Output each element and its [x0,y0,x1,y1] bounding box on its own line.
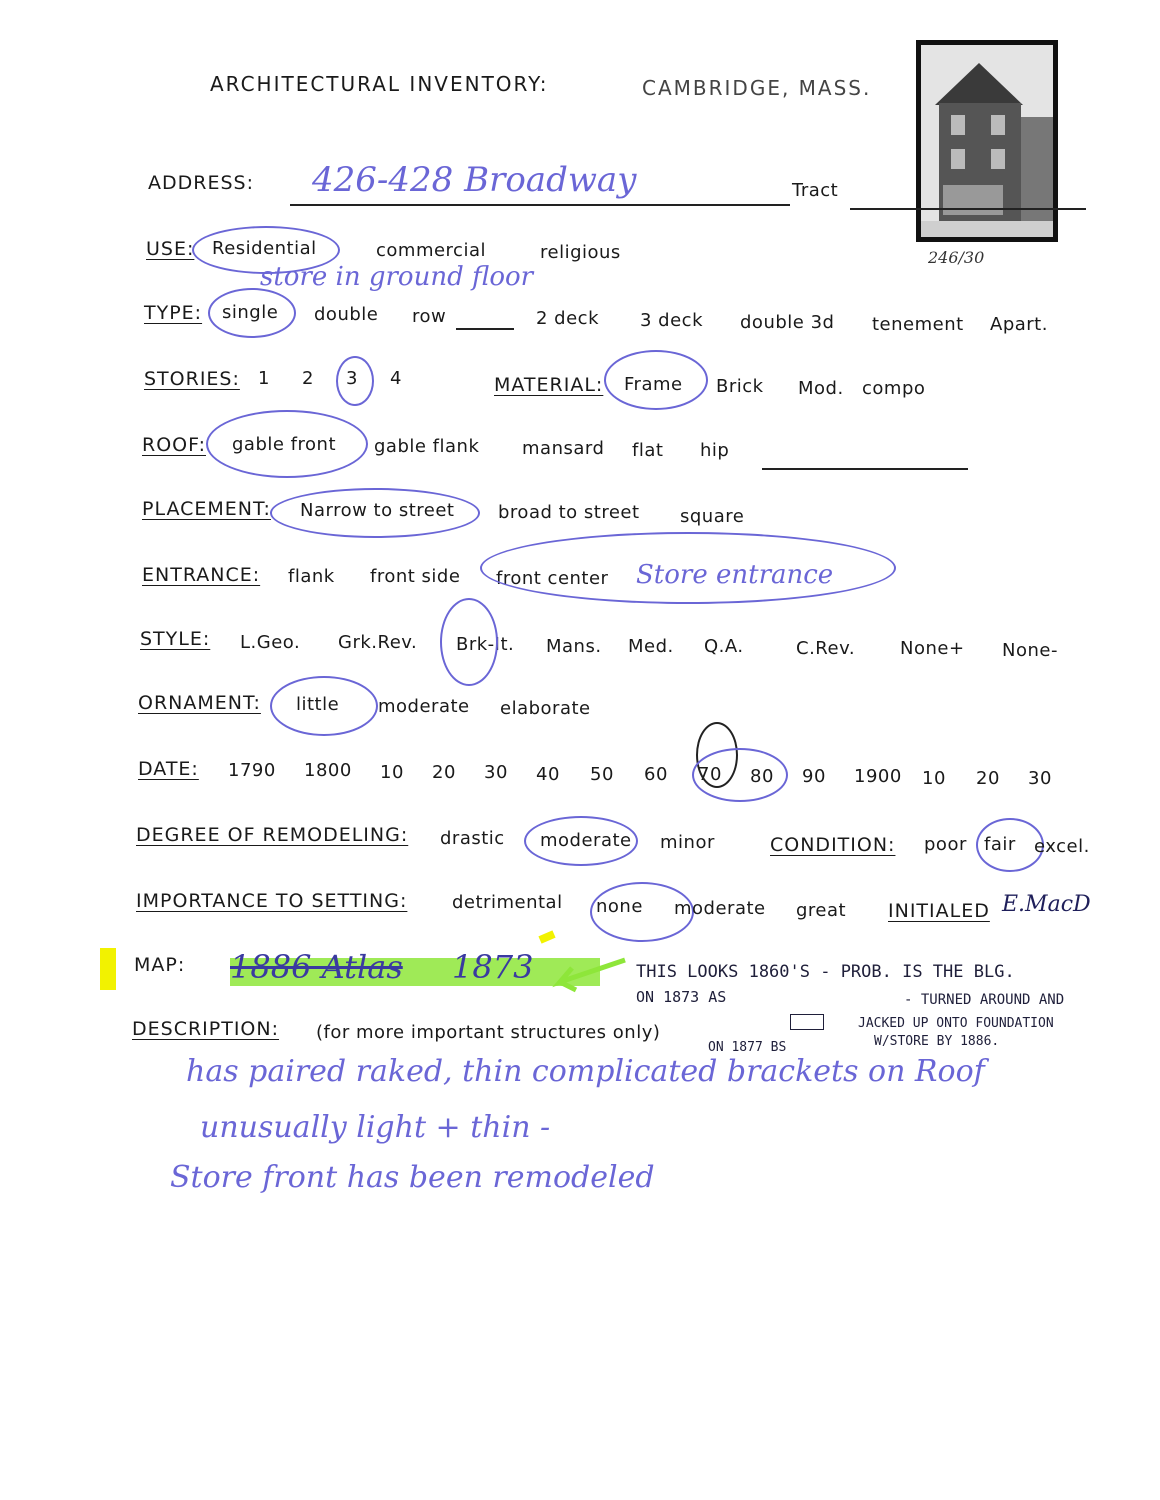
condition-poor: poor [924,834,967,855]
description-hint: (for more important structures only) [316,1022,661,1043]
type-label: TYPE: [144,302,203,324]
map-note-line-6: ON 1877 BS [708,1040,787,1055]
stories-2: 2 [302,368,314,389]
stories-3: 3 [346,368,358,389]
entrance-note: Store entrance [636,560,834,590]
description-line-1: has paired raked, thin complicated brackets on Roof [186,1054,985,1089]
date-50: 50 [590,764,614,785]
material-label: MATERIAL: [494,374,604,396]
style-none-minus: None- [1002,640,1058,661]
style-grkrev: Grk.Rev. [338,632,418,653]
remodeling-drastic: drastic [440,828,505,849]
map-yellow-mark [100,948,116,990]
use-residential: Residential [212,238,317,259]
date-1910: 10 [922,768,946,789]
style-qa: Q.A. [704,636,744,657]
map-note-box [790,1014,824,1030]
date-1920: 20 [976,768,1000,789]
importance-none: none [596,896,643,917]
stories-1: 1 [258,368,270,389]
tract-rule [850,208,1086,210]
material-frame: Frame [624,374,683,395]
photo-ref: 246/30 [928,248,985,267]
use-religious: religious [540,242,621,263]
remodeling-circle [524,816,638,866]
map-arrow-icon [520,930,630,1000]
map-note-line-4: JACKED UP ONTO FOUNDATION [858,1016,1054,1031]
style-med: Med. [628,636,674,657]
use-commercial: commercial [376,240,486,261]
stories-4: 4 [390,368,402,389]
stories-label: STORIES: [144,368,240,390]
style-label: STYLE: [140,628,211,650]
type-double3d: double 3d [740,312,835,333]
material-brick: Brick [716,376,764,397]
date-1930: 30 [1028,768,1052,789]
map-label: MAP: [134,954,186,976]
placement-circle [270,488,480,538]
form-city: CAMBRIDGE, MASS. [642,76,872,100]
date-90: 90 [802,766,826,787]
ornament-label: ORNAMENT: [138,692,261,714]
type-rule [456,328,514,330]
address-rule [290,204,790,206]
type-apart: Apart. [990,314,1048,335]
type-2deck: 2 deck [536,308,599,329]
material-compo: compo [862,378,926,399]
ornament-elaborate: elaborate [500,698,591,719]
date-1800: 1800 [304,760,352,781]
map-note-line-5: W/STORE BY 1886. [874,1034,1000,1049]
material-circle [604,350,708,410]
entrance-front-center: front center [496,568,609,589]
ornament-circle [270,676,378,736]
tract-label: Tract [792,180,839,201]
type-tenement: tenement [872,314,964,335]
remodeling-minor: minor [660,832,715,853]
map-struck: 1886 Atlas [230,948,403,986]
roof-gable-front: gable front [232,434,336,455]
stories-circle [336,356,374,406]
roof-gable-flank: gable flank [374,436,480,457]
address-value: 426-428 Broadway [312,160,637,200]
entrance-label: ENTRANCE: [142,564,261,586]
material-mod: Mod. [798,378,844,399]
use-label: USE: [146,238,195,260]
date-10: 10 [380,762,404,783]
type-double: double [314,304,379,325]
ornament-little: little [296,694,340,715]
importance-moderate: moderate [674,898,766,919]
roof-rule [762,468,968,470]
date-70: 70 [698,764,722,785]
remodeling-moderate: moderate [540,830,632,851]
building-photo [916,40,1058,242]
map-note-line-3: - TURNED AROUND AND [904,992,1065,1008]
type-3deck: 3 deck [640,310,703,331]
placement-narrow: Narrow to street [300,500,455,521]
roof-label: ROOF: [142,434,206,456]
description-line-3: Store front has been remodeled [170,1160,655,1195]
style-mans: Mans. [546,636,602,657]
date-1900: 1900 [854,766,902,787]
importance-label: IMPORTANCE TO SETTING: [136,890,408,912]
condition-excel: excel. [1034,836,1090,857]
form-title: ARCHITECTURAL INVENTORY: [210,72,549,96]
map-note-line-2: ON 1873 AS [636,988,727,1006]
map-note-line-1: THIS LOOKS 1860'S - PROB. IS THE BLG. [636,962,1015,982]
description-line-2: unusually light + thin - [200,1110,551,1145]
roof-flat: flat [632,440,664,461]
roof-mansard: mansard [522,438,605,459]
initialed-label: INITIALED [888,900,990,922]
remodeling-label: DEGREE OF REMODELING: [136,824,409,846]
importance-detrimental: detrimental [452,892,563,913]
date-80: 80 [750,766,774,787]
date-80-circle [692,748,788,802]
style-lgeo: L.Geo. [240,632,301,653]
roof-hip: hip [700,440,730,461]
style-none-plus: None+ [900,638,965,659]
roof-circle [206,410,368,478]
placement-broad: broad to street [498,502,640,523]
date-1790: 1790 [228,760,276,781]
date-60: 60 [644,764,668,785]
entrance-front-side: front side [370,566,461,587]
description-label: DESCRIPTION: [132,1018,280,1040]
type-row: row [412,306,447,327]
style-circle [440,598,498,686]
date-30: 30 [484,762,508,783]
type-circle [208,288,296,338]
style-brkit: Brk-It. [456,634,515,655]
ornament-moderate: moderate [378,696,470,717]
use-note: store in ground floor [260,262,534,292]
placement-square: square [680,506,745,527]
type-single: single [222,302,279,323]
initialed-value: E.MacD [1002,892,1091,917]
style-crev: C.Rev. [796,638,856,659]
date-20: 20 [432,762,456,783]
importance-great: great [796,900,847,921]
condition-fair: fair [984,834,1016,855]
date-label: DATE: [138,758,199,780]
address-label: ADDRESS: [148,172,254,194]
condition-label: CONDITION: [770,834,896,856]
map-highlight: 1873 [452,948,534,986]
placement-label: PLACEMENT: [142,498,271,520]
entrance-flank: flank [288,566,335,587]
date-40: 40 [536,764,560,785]
